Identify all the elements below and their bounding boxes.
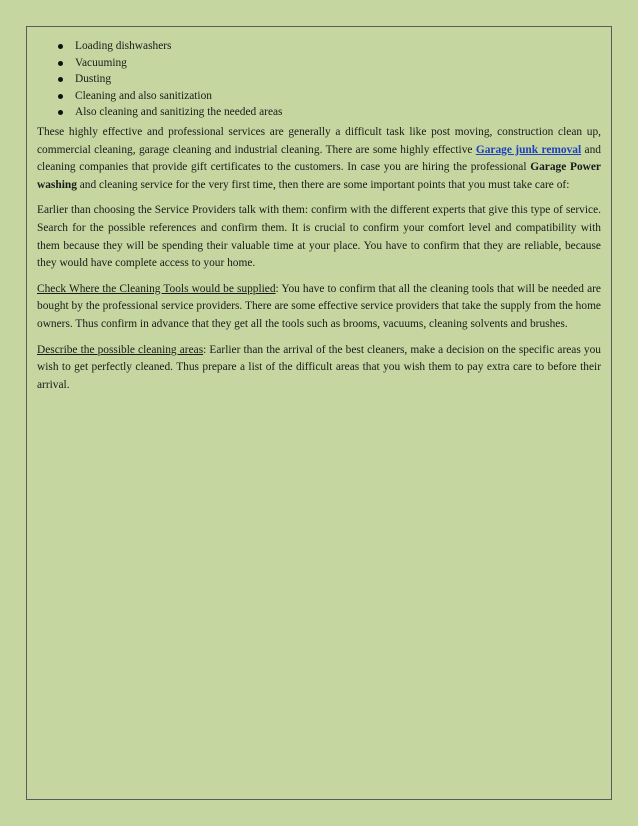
paragraph-text: These highly effective and professional services are generally a difficult task like post moving, construction clean up, commercial cleaning, garage cleaning and industrial cleaning. There are some highly effective	[37, 125, 601, 156]
bullet-icon	[58, 77, 63, 82]
paragraph-services	[37, 124, 601, 194]
paragraph-text: and cleaning companies that provide gift certificates to the customers. In case you are hiring the professional	[37, 143, 601, 174]
paragraph-talk-with-providers	[37, 202, 601, 272]
section-heading: Check Where the Cleaning Tools would be supplied	[37, 282, 276, 295]
list-item-text: Also cleaning and sanitizing the needed areas	[75, 106, 283, 119]
list-item-text: Dusting	[75, 73, 112, 86]
section-heading: Describe the possible cleaning areas	[37, 343, 204, 356]
paragraph-cleaning-areas	[37, 342, 601, 395]
list-item	[57, 38, 601, 55]
paragraph-text: Earlier than choosing the Service Providers talk with them: confirm with the different experts that give this type of service. Search for the possible references and confirm them. It is crucial to confirm your comfort level and compatibility with them because they will be spending their valuable time at your place. You have to confirm that they are reliable, because they would have complete access to your home.	[37, 204, 601, 270]
paragraph-text: : Earlier than the arrival of the best cleaners, make a decision on the specific areas you wish to get perfectly cleaned. Thus prepare a list of the difficult areas that you wish them to pay extra care to before their arrival.	[37, 343, 601, 391]
bold-phrase: Garage Power washing	[37, 161, 601, 191]
paragraph-text: : You have to confirm that all the cleaning tools that will be needed are bought by the professional service providers. There are some effective service providers that take the supply from the home owners. Thus confirm in advance that they get all the tools such as brooms, vacuums, cleaning solvents and brushes.	[37, 282, 601, 330]
document-body	[37, 38, 601, 402]
paragraph-cleaning-tools	[37, 281, 601, 334]
bullet-icon	[58, 94, 63, 99]
list-item-text: Vacuuming	[75, 56, 127, 69]
bullet-list	[37, 38, 601, 121]
list-item	[57, 88, 601, 105]
bullet-icon	[58, 61, 63, 66]
list-item-text: Cleaning and also sanitization	[75, 89, 212, 102]
list-item	[57, 55, 601, 72]
list-item	[57, 71, 601, 88]
bullet-icon	[58, 110, 63, 115]
list-item	[57, 104, 601, 121]
bullet-icon	[58, 44, 63, 49]
garage-junk-removal-link[interactable]: Garage junk removal	[475, 143, 582, 156]
list-item-text: Loading dishwashers	[75, 40, 172, 52]
paragraph-text: and cleaning service for the very first time, then there are some important points that you must take care of:	[76, 178, 570, 191]
